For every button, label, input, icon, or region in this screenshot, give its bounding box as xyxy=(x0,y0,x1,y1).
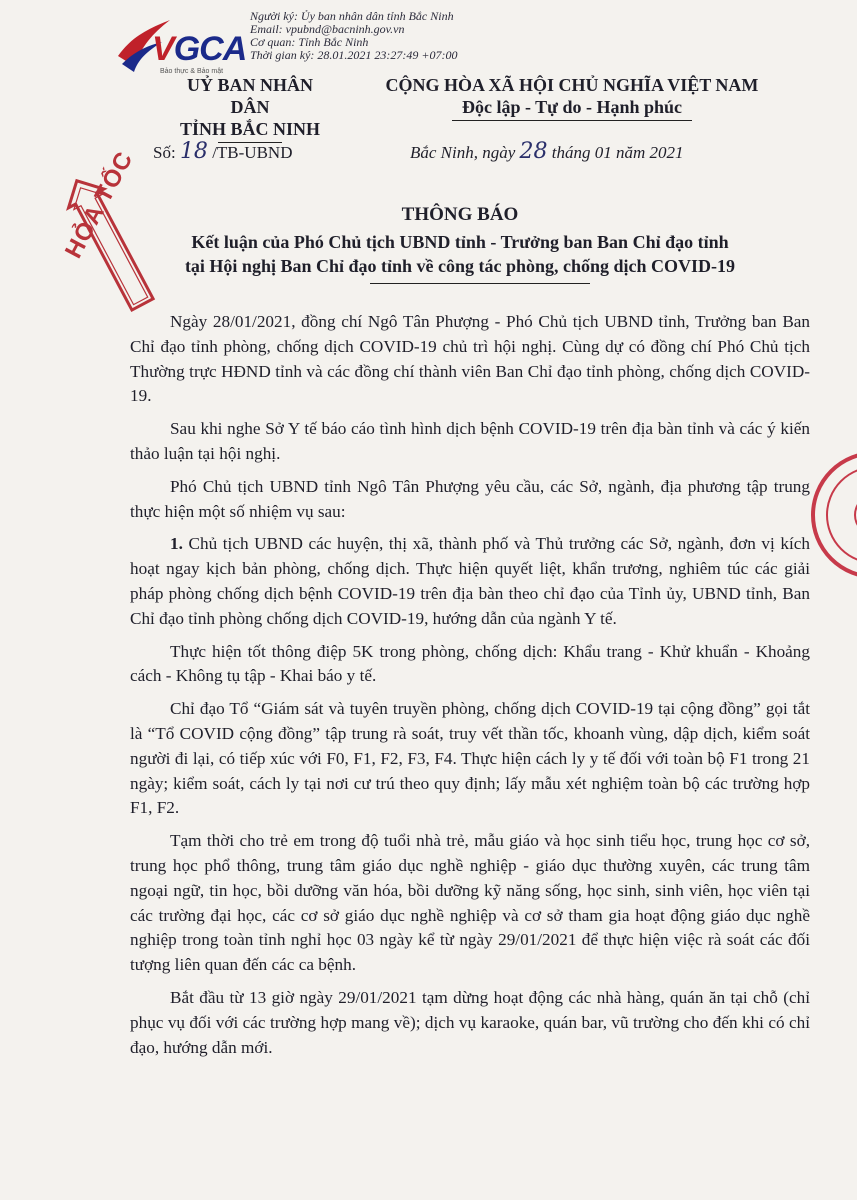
paragraph: Bắt đầu từ 13 giờ ngày 29/01/2021 tạm dừng hoạt động các nhà hàng, quán ăn tại chỗ (chỉ phục vụ đối với các trường hợp mang về); dịch vụ karaoke, quán bar, vũ trường cho đến khi có chỉ đạo, hướng dẫn mới. xyxy=(130,987,810,1057)
authority-line1: UỶ BAN NHÂN DÂN xyxy=(187,75,313,117)
document-subtitle xyxy=(120,230,800,278)
paragraph: Chỉ đạo Tổ “Giám sát và tuyên truyền phòng, chống dịch COVID-19 tại cộng đồng” gọi tắt là “Tổ COVID cộng đồng” tập trung rà soát, truy vết thần tốc, khoanh vùng, dập dịch, kiểm soát người đi lại, có tiếp xúc với F0, F1, F2, F3, F4. Thực hiện cách ly y tế đối với toàn bộ F1 trong 21 ngày; kiểm soát, cách ly tại nơi cư trú theo quy định; lấy mẫu xét nghiệm toàn bộ các trường hợp F1, F2. xyxy=(130,699,810,818)
digital-signature-block xyxy=(250,10,457,62)
handwritten-number: 18 xyxy=(179,139,208,164)
signature-time: Thời gian ký: 28.01.2021 23:27:49 +07:00 xyxy=(250,48,458,62)
paragraph-item-1 xyxy=(130,532,810,631)
document-number: Số: 18 /TB-UBND xyxy=(153,139,293,164)
logo-tagline: Bảo thực & Bảo mật xyxy=(160,68,224,75)
motto-line1: CỘNG HÒA XÃ HỘI CHỦ NGHĨA VIỆT NAM xyxy=(385,75,759,95)
handwritten-day: 28 xyxy=(519,139,548,164)
document-body xyxy=(130,310,810,1068)
subtitle-line2: tại Hội nghị Ban Chỉ đạo tỉnh về công tác phòng, chống dịch COVID-19 xyxy=(184,256,736,276)
item-number: 1. xyxy=(170,534,183,554)
signature-agency: Cơ quan: Tỉnh Bắc Ninh xyxy=(250,35,369,49)
red-seal-partial xyxy=(800,440,857,590)
item-text: Chủ tịch UBND các huyện, thị xã, thành phố và Thủ trưởng các Sở, ngành, đơn vị kích hoạt ngay kịch bản phòng, chống dịch. Thực hiện quyết liệt, khẩn trương, nghiêm túc các giải pháp phòng chống dịch bệnh COVID-19 trên địa bàn theo chỉ đạo của Tỉnh ủy, UBND tỉnh, Ban Chỉ đạo tỉnh phòng chống dịch COVID-19, hướng dẫn của ngành Y tế. xyxy=(130,534,810,628)
document-date: Bắc Ninh, ngày 28 tháng 01 năm 2021 xyxy=(410,139,684,164)
motto-line2: Độc lập - Tự do - Hạnh phúc xyxy=(461,97,683,117)
vgca-logo xyxy=(112,16,252,78)
national-motto xyxy=(372,74,772,121)
document-title: THÔNG BÁO xyxy=(401,204,519,225)
paragraph: Sau khi nghe Sở Y tế báo cáo tình hình dịch bệnh COVID-19 trên địa bàn tỉnh và các ý kiến thảo luận tại hội nghị. xyxy=(130,419,810,463)
issuing-authority xyxy=(170,74,330,143)
logo-wordmark: VGCA xyxy=(152,30,247,68)
paragraph: Ngày 28/01/2021, đồng chí Ngô Tân Phượng - Phó Chủ tịch UBND tỉnh, Trưởng ban Ban Chỉ đạo tỉnh phòng, chống dịch COVID-19 chủ trì hội nghị. Cùng dự có đồng chí Phó Chủ tịch Thường trực HĐND tỉnh và các đồng chí thành viên Ban Chỉ đạo tỉnh phòng, chống dịch COVID-19. xyxy=(130,312,810,406)
urgent-stamp-label: HỎA TỐC xyxy=(60,146,139,263)
authority-line2: TỈNH BẮC NINH xyxy=(179,119,321,139)
paragraph: Phó Chủ tịch UBND tỉnh Ngô Tân Phượng yêu cầu, các Sở, ngành, địa phương tập trung thực hiện một số nhiệm vụ sau: xyxy=(130,476,810,521)
divider xyxy=(452,120,692,121)
subtitle-line1: Kết luận của Phó Chủ tịch UBND tỉnh - Trưởng ban Ban Chỉ đạo tỉnh xyxy=(191,232,729,252)
signature-signer: Người ký: Ủy ban nhân dân tỉnh Bắc Ninh xyxy=(250,9,454,23)
paragraph: Tạm thời cho trẻ em trong độ tuổi nhà trẻ, mẫu giáo và học sinh tiểu học, trung học cơ sở, trung học phổ thông, trung tâm giáo dục nghề nghiệp - giáo dục thường xuyên, các trung tâm ngoại ngữ, tin học, bồi dưỡng văn hóa, bồi dưỡng kỹ năng sống, học sinh, sinh viên, học viên tại các trường đại học, các cơ sở giáo dục nghề nghiệp và cơ sở tham gia hoạt động giáo dục nghề nghiệp trong toàn tỉnh nghỉ học 03 ngày kể từ ngày 29/01/2021 để thực hiện việc rà soát các đối tượng liên quan đến các ca bệnh. xyxy=(130,831,810,975)
title-underline xyxy=(370,283,590,284)
paragraph: Thực hiện tốt thông điệp 5K trong phòng, chống dịch: Khẩu trang - Khử khuẩn - Khoảng cách - Không tụ tập - Khai báo y tế. xyxy=(130,641,810,686)
signature-email: Email: vpubnd@bacninh.gov.vn xyxy=(250,22,405,36)
